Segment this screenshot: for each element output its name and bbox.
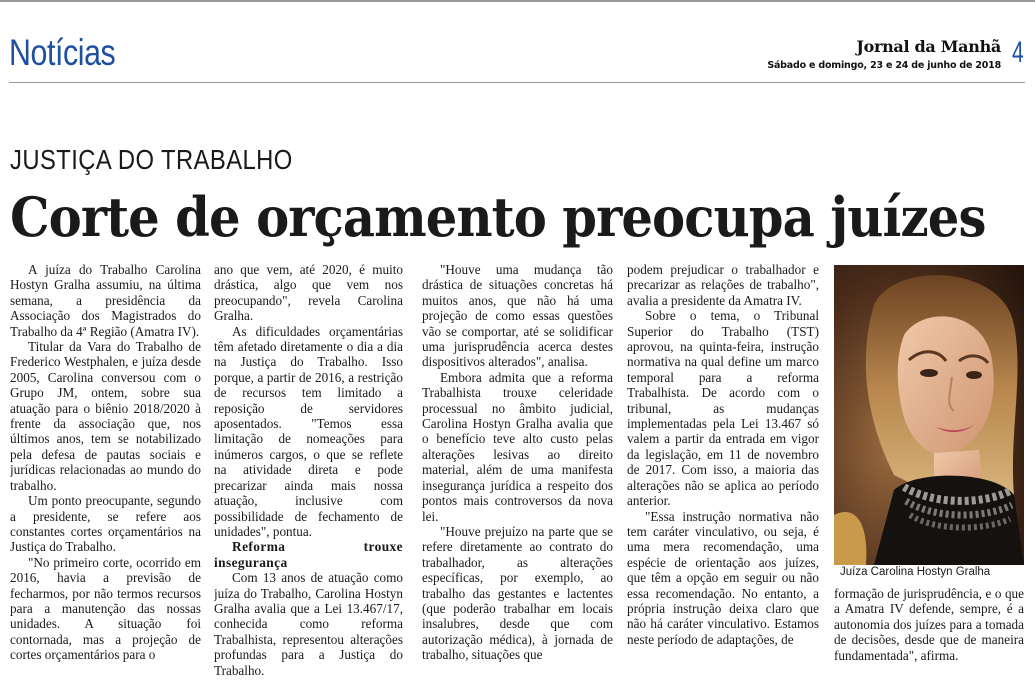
article-column-3: [422, 262, 613, 696]
photo-caption: Juíza Carolina Hostyn Gralha: [840, 566, 991, 578]
paragraph: "Essa instrução normativa não tem caráter vinculativo, ou seja, é uma mera recomendação, uma espécie de orientação aos juízes, que têm a opção em seguir ou não essa recomendação. No entanto, a própria instrução deixa claro que não há caráter vinculativo. Estamos neste período de adaptações, de: [627, 508, 819, 647]
paragraph: "Houve prejuízo na parte que se refere diretamente ao contrato do trabalhador, as alterações específicas, por exemplo, ao trabalho das gestantes e lactentes (que poderão trabalhar em locais insalubres, desde que com autorização médica), à jornada de trabalho, situações que: [422, 523, 613, 663]
masthead: [767, 37, 1001, 71]
article-column-1: [10, 262, 201, 696]
section-title: Notícias: [9, 32, 116, 73]
paragraph: Sobre o tema, o Tribunal Superior do Trabalho (TST) aprovou, na quinta-feira, instrução normativa na qual define um marco temporal para a reforma Trabalhista. De acordo com o tribunal, as mudanças implementadas pela Lei 13.467 só valem a partir da entrada em vigor da legislação, em 11 de novembro de 2017. Com isso, a maioria das alterações não se aplica ao período anterior.: [627, 308, 819, 509]
top-rule: [0, 0, 1035, 2]
paragraph: Com 13 anos de atuação como juíza do Trabalho, Carolina Hostyn Gralha avalia que a Lei 13.467/17, conhecida como reforma Trabalhista, representou alterações profundas para a Justiça do Trabalho.: [214, 570, 403, 678]
paragraph-continuation: podem prejudicar o trabalhador e precarizar as relações de trabalho", avalia a presidente da Amatra IV.: [627, 262, 819, 308]
page-number: 4: [1012, 36, 1024, 69]
issue-date: Sábado e domingo, 23 e 24 de junho de 2018: [767, 60, 1001, 71]
paragraph: "Houve uma mudança tão drástica de situações concretas há muitos anos, que não há uma projeção de como essas questões vão se comportar, até se solidificar uma jurisprudência acerca destes dispositivos alterados", analisa.: [422, 262, 613, 370]
paragraph-continuation: ano que vem, até 2020, é muito drástica, algo que vem nos preocupando", revela Carolina Gralha.: [214, 262, 403, 324]
article-column-4: [627, 262, 819, 696]
paragraph: "No primeiro corte, ocorrido em 2016, havia a previsão de fecharmos, por não termos recursos para a manutenção das nossas unidades. A situação foi contornada, mas a projeção de cortes orçamentários para o: [10, 554, 201, 663]
article-subhead: Reforma trouxe insegurança: [214, 539, 403, 570]
header-rule: [9, 82, 1025, 83]
paragraph: A juíza do Trabalho Carolina Hostyn Gralha assumiu, na última semana, a presidência da Associação dos Magistrados do Trabalho da 4ª Região (Amatra IV).: [10, 262, 201, 339]
article-kicker: JUSTIÇA DO TRABALHO: [10, 144, 293, 175]
article-headline: Corte de orçamento preocupa juízes: [10, 185, 986, 249]
article-column-2: [214, 262, 403, 696]
newspaper-name: Jornal da Manhã: [856, 37, 1001, 56]
paragraph: Titular da Vara do Trabalho de Frederico Westphalen, e juíza desde 2005, Carolina conversou com o Grupo JM, ontem, sobre sua atuação para o biênio 2018/2020 à frente da associação que, nos últimos anos, tem se notabilizado pela defesa de pautas sociais e jurídicas relacionadas ao mundo do trabalho.: [10, 339, 201, 493]
judge-portrait-photo: [834, 265, 1024, 565]
paragraph: Embora admita que a reforma Trabalhista trouxe celeridade processual no âmbito judicial, Carolina Hostyn Gralha avalia que o benefício teve alto custo pelas alterações lesivas ao direito material, além de uma manifesta insegurança jurídica a respeito dos pontos mais controversos da nova lei.: [422, 369, 613, 524]
paragraph: As dificuldades orçamentárias têm afetado diretamente o dia a dia na Justiça do Trabalho. Isso porque, a partir de 2016, a restrição de recursos tem limitado a reposição de servidores aposentados. "Temos essa limitação de nomeações para inúmeros cargos, o que se reflete na atividade direta e pode precarizar ainda mais nossa atuação, inclusive com possibilidade de fechamento de unidades", pontua.: [214, 323, 403, 539]
paragraph-continuation: formação de jurisprudência, e o que a Amatra IV defende, sempre, é a autonomia dos juízes para a tomada de decisões, desde que de maneira fundamentada", afirma.: [834, 586, 1024, 663]
portrait-illustration: [834, 265, 1024, 565]
article-column-5: [834, 586, 1024, 696]
paragraph: Um ponto preocupante, segundo a presidente, se refere aos constantes cortes orçamentários na Justiça do Trabalho.: [10, 493, 201, 555]
